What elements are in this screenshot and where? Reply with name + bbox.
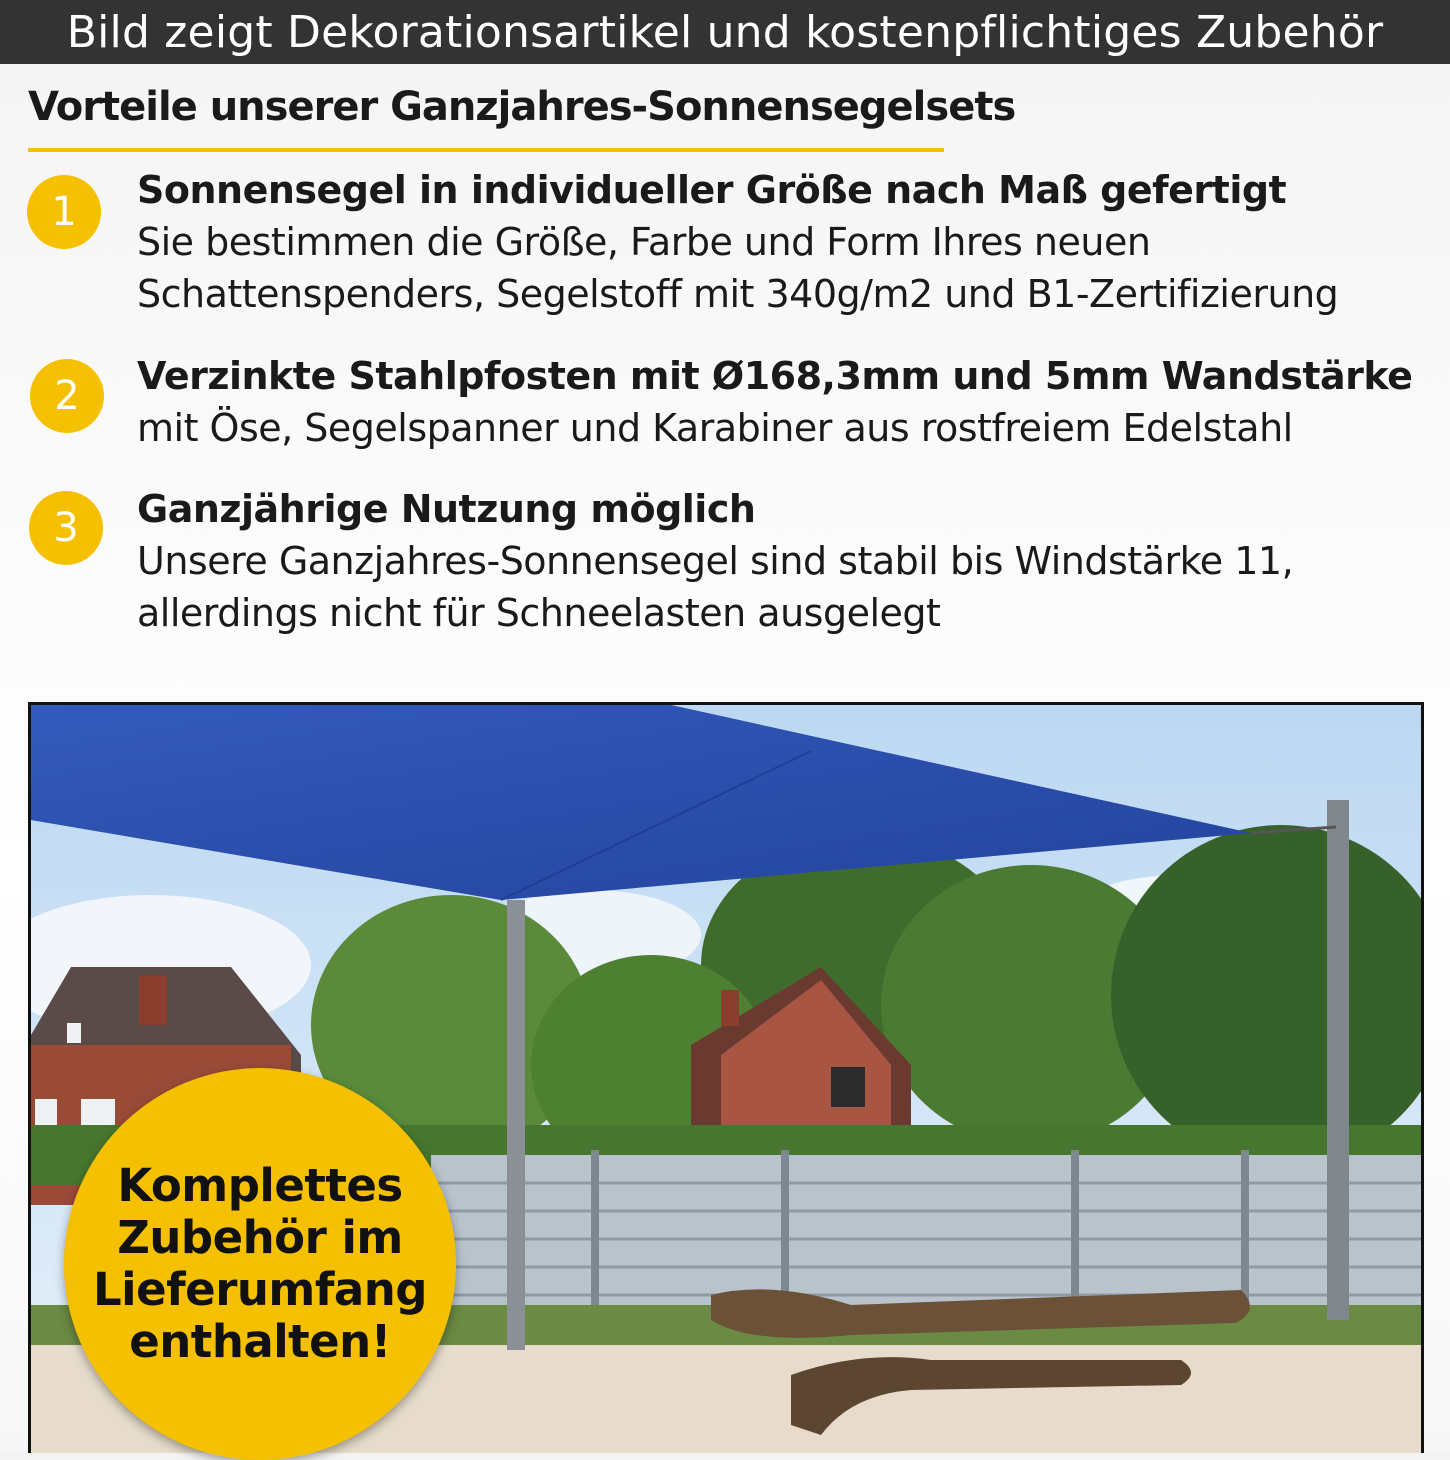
feature-2-title: Verzinkte Stahlpfosten mit Ø168,3mm und 5mm Wandstärke (137, 354, 1413, 398)
banner-text: Bild zeigt Dekorationsartikel und kostenpflichtiges Zubehör (66, 6, 1384, 58)
heading-underline (28, 148, 944, 152)
top-banner (0, 0, 1450, 64)
number-badge-1: 1 (27, 175, 101, 249)
feature-3-line-1: Unsere Ganzjahres-Sonnensegel sind stabil bis Windstärke 11, (137, 539, 1294, 583)
section-heading: Vorteile unserer Ganzjahres-Sonnensegelsets (28, 84, 1016, 130)
feature-1-line-1: Sie bestimmen die Größe, Farbe und Form Ihres neuen (137, 220, 1151, 264)
stamp-line-1: Komplettes (117, 1159, 403, 1212)
feature-3-line-2: allerdings nicht für Schneelasten ausgelegt (137, 591, 941, 635)
accessories-included-badge (64, 1068, 456, 1460)
feature-1-title: Sonnensegel in individueller Größe nach Maß gefertigt (137, 168, 1287, 212)
number-badge-3: 3 (29, 491, 103, 565)
feature-3-title: Ganzjährige Nutzung möglich (137, 487, 756, 531)
stamp-line-3: Lieferumfang (92, 1263, 428, 1316)
feature-2-line-1: mit Öse, Segelspanner und Karabiner aus rostfreiem Edelstahl (137, 406, 1293, 450)
stamp-line-2: Zubehör im (117, 1211, 403, 1264)
stamp-line-4: enthalten! (129, 1315, 391, 1368)
number-badge-2: 2 (30, 359, 104, 433)
feature-1-line-2: Schattenspenders, Segelstoff mit 340g/m2 und B1-Zertifizierung (137, 272, 1339, 316)
